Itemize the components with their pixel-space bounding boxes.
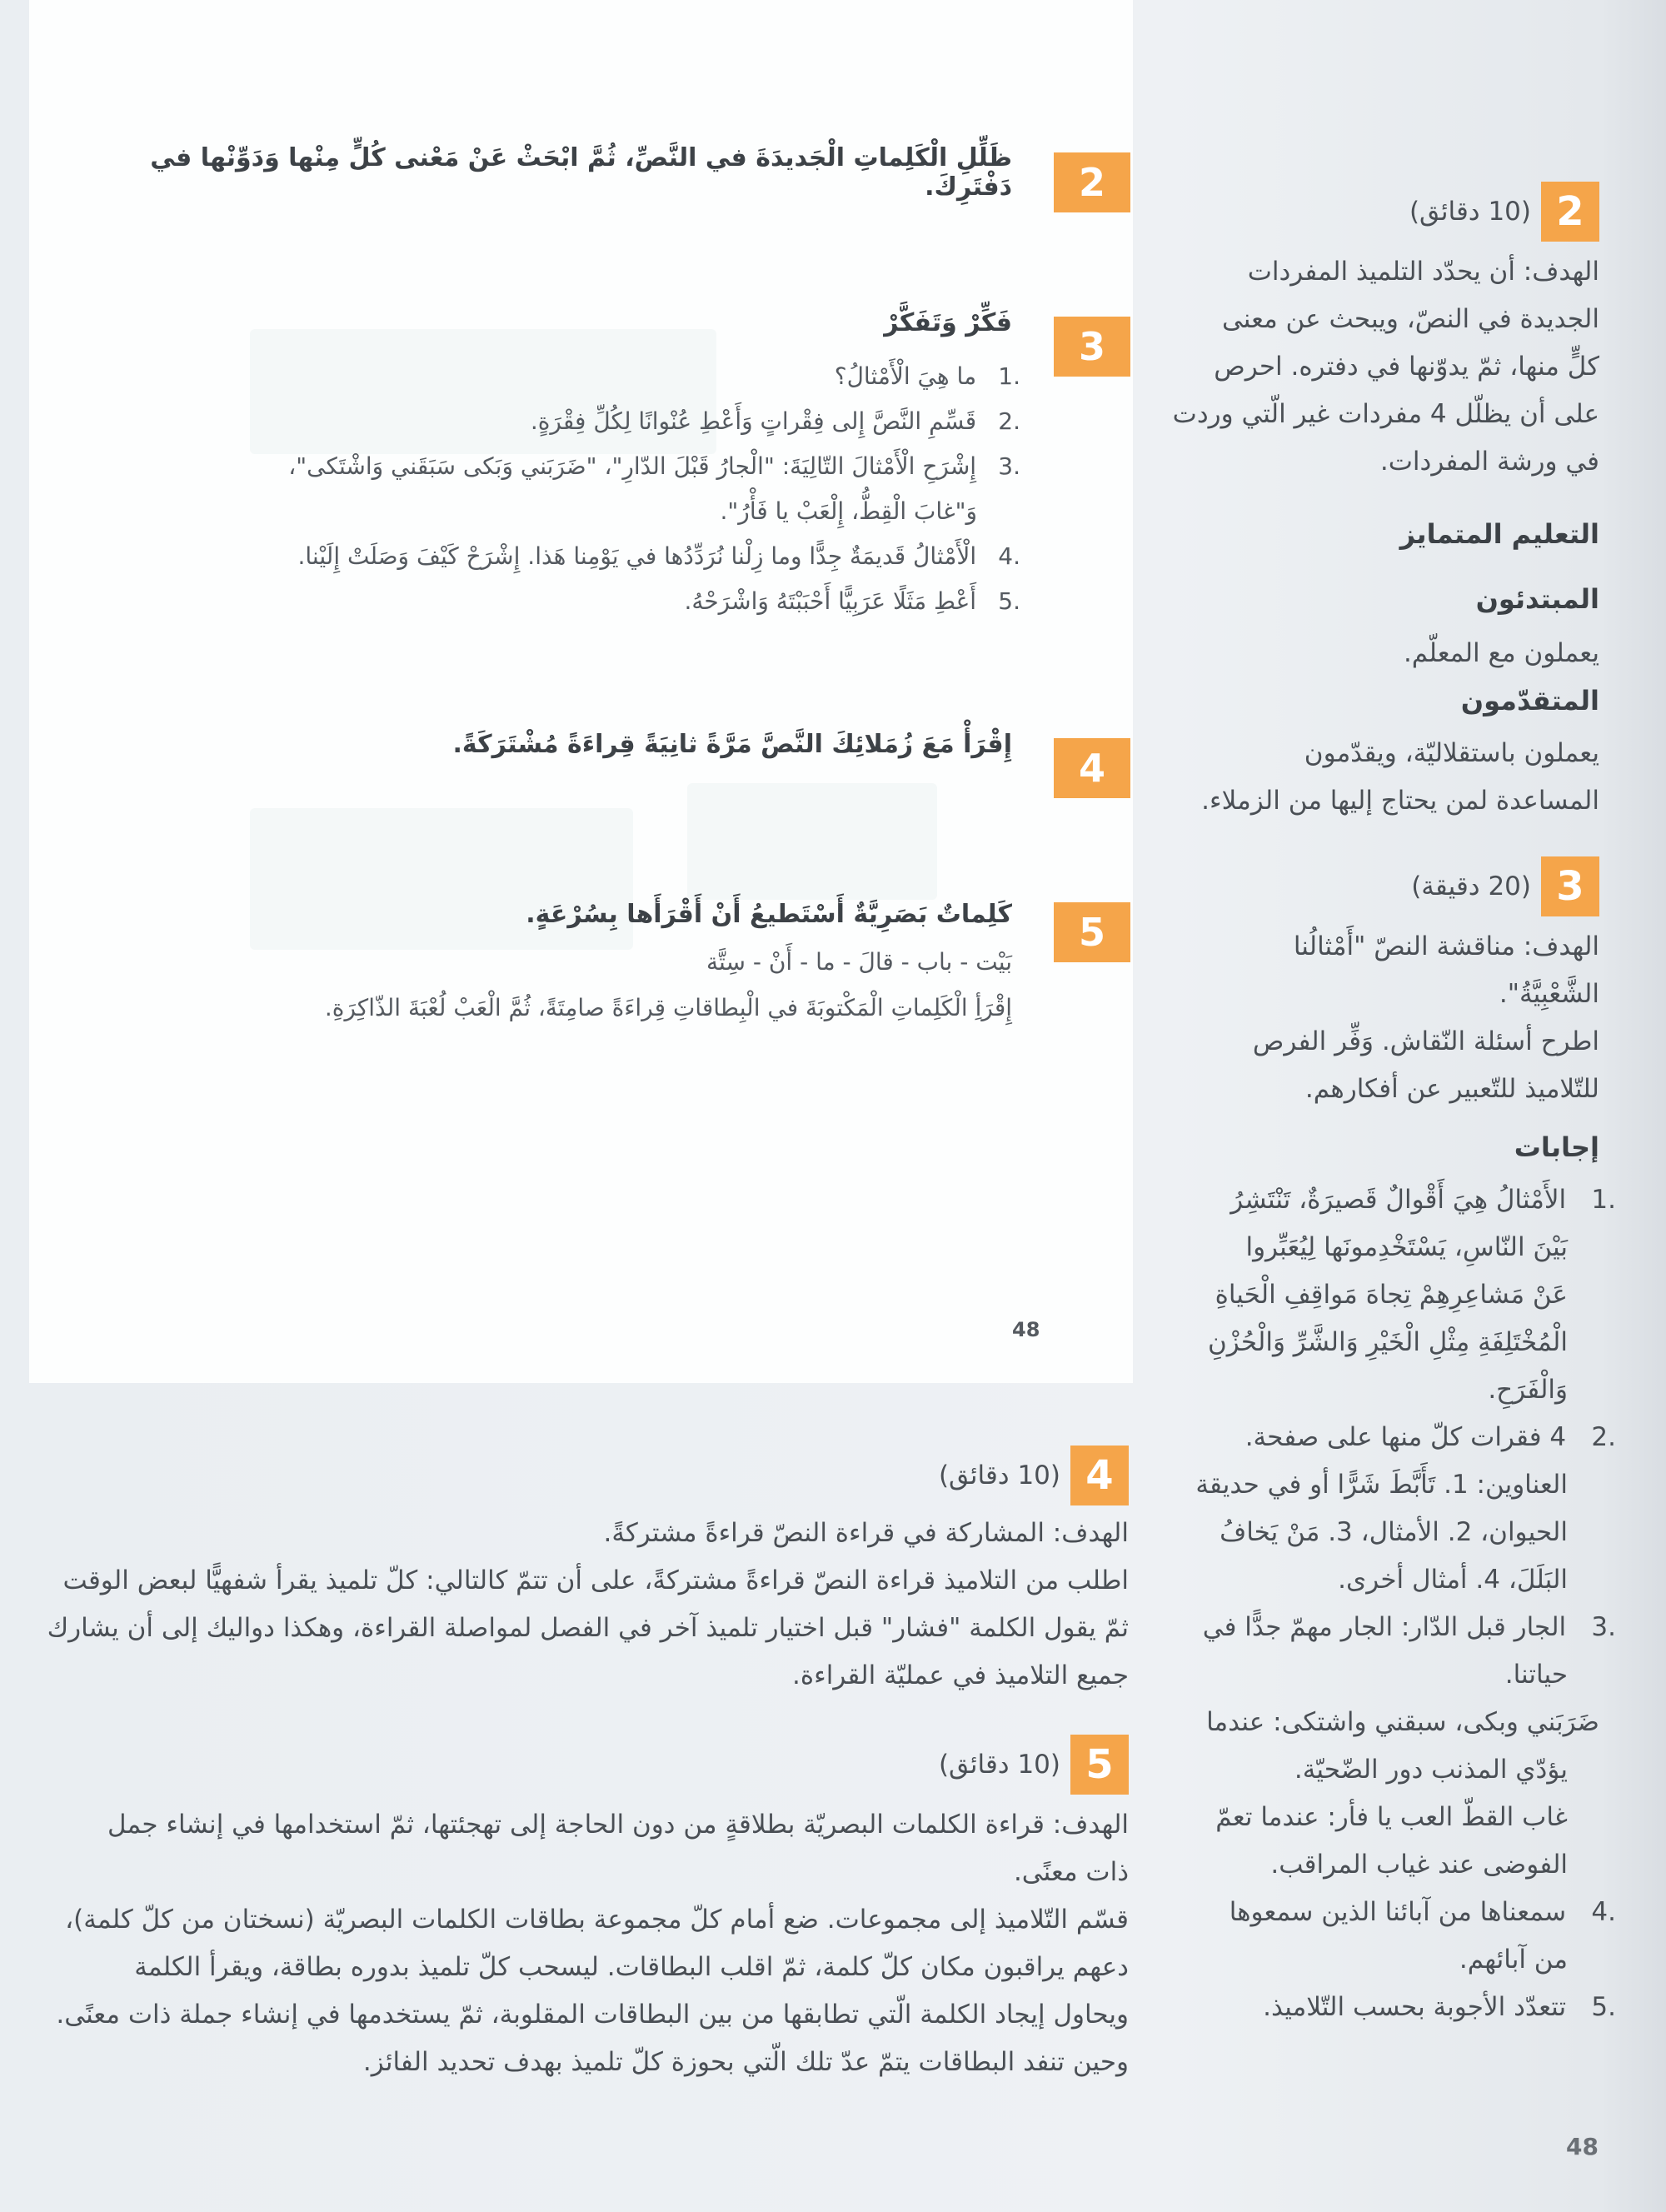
question-item [104,354,1020,399]
section-number-badge [1541,856,1599,916]
question-number: 5. [998,587,1020,615]
question-text: الْأَمْثالُ قَديمَةٌ جِدًّا وما زِلْنا نُرَدِّدُها في يَوْمِنا هَذا. إِشْرَحْ كَيْفَ وَصَلَتْ إِلَيْنا. [297,542,977,570]
answer-text: من آبائهم. [1459,1945,1568,1975]
text-line: الجديدة في النصّ، ويبحث عن معنى [1221,304,1599,334]
section-duration: (10 دقائق) [938,1461,1060,1490]
section-duration: (10 دقائق) [938,1750,1060,1780]
text-line: ثمّ يقول الكلمة "فشار" قبل اختيار تلميذ آخر في الفصل لمواصلة القراءة، وهكذا دواليك إلى أن يشارك [47,1613,1129,1643]
question-text: إِشْرَحِ الْأَمْثالَ التّالِيَةَ: "الْجارُ قَبْلَ الدّارِ"، "ضَرَبَني وَبَكى سَبَقَني وَاشْتَكى"، [288,452,977,480]
task-number: 2 [1078,160,1105,205]
text-line: كلٍّ منها، ثمّ يدوّنها في دفتره. احرص [1214,352,1599,382]
differentiation-heading: التعليم المتمايز [1399,518,1599,550]
answer-text: العناوين: 1. تَأَبَّطَ شَرًّا أو في حديقة [1195,1470,1568,1500]
answer-number: 5. [1591,1992,1616,2022]
beginners-heading: المبتدئون [1475,583,1599,615]
section-5-header [939,1735,1129,1795]
advanced-text [1150,730,1599,825]
question-number: 4. [998,542,1020,570]
answer-item [1116,1984,1616,2031]
answer-text: بَيْنَ النّاسِ، يَسْتَخْدِمونَها لِيُعَبِّروا [1245,1232,1568,1262]
text-line: اطرح أسئلة النّقاش. وَفِّر الفرص [1252,1026,1599,1056]
text-line: الهدف: المشاركة في قراءة النصّ قراءةً مشتركةً. [603,1518,1129,1548]
section-number-badge [1070,1735,1129,1795]
answer-number: 4. [1591,1897,1616,1927]
section-3-header [1411,856,1599,916]
answer-item [1116,1889,1616,1984]
answer-text: ضَرَبَني وبكى، سبقني واشتكى: عندما [1206,1707,1599,1737]
answer-text: الفوضى عند غياب المراقب. [1270,1850,1568,1880]
page-number: 48 [1566,2133,1599,2160]
answer-text: وَالْفَرَحِ. [1488,1375,1568,1405]
section-number: 2 [1556,188,1584,235]
section-4-header [939,1446,1129,1505]
text-line: دعهم يراقبون مكان كلّ كلمة، ثمّ اقلب البطاقات. ليسحب كلّ تلميذ بدوره بطاقة، ويقرأ الكلمة [134,1952,1129,1982]
answers-list [1116,1176,1616,2031]
question-number: 2. [998,407,1020,435]
answer-text: الحيوان، 2. الأمثال، 3. مَنْ يَخافُ [1220,1517,1568,1547]
question-text: أَعْطِ مَثَلًا عَرَبِيًّا أَحْبَبْتَهُ وَاشْرَحْهُ. [684,587,977,615]
question-item [104,579,1020,624]
answer-text: الْمُخْتَلِفَةِ مِثْلِ الْخَيْرِ وَالشَّرِّ وَالْحُزْنِ [1208,1327,1568,1357]
answer-text: يؤدّي المذنب دور الضّحيّة. [1294,1755,1568,1785]
task-number: 5 [1078,910,1105,955]
text-line: ذات معنًى. [1013,1857,1129,1887]
section-duration: (20 دقيقة) [1411,871,1531,901]
text-line: على أن يظلّل 4 مفردات غير الّتي وردت [1172,399,1599,429]
answer-text: عَنْ مَشاعِرِهِمْ تِجاهَ مَواقِفِ الْحَياةِ [1215,1280,1568,1310]
answer-text: 4 فقرات كلّ منها على صفحة. [1245,1422,1567,1452]
answer-item [1116,1176,1616,1414]
text-line: جميع التلاميذ في عمليّة القراءة. [792,1660,1129,1690]
answer-number: 1. [1591,1185,1616,1215]
advanced-heading: المتقدّمون [1460,685,1599,717]
section-number-badge [1541,182,1599,242]
question-item [104,534,1020,579]
answer-item [1116,1414,1616,1604]
text-line: الشَّعْبِيَّةُ". [1499,979,1599,1009]
text-line: يعملون باستقلاليّة، ويقدّمون [1304,738,1599,768]
answer-text: الجار قبل الدّار: الجار مهمّ جدًّا في [1202,1612,1567,1642]
task-number-badge [1054,152,1130,212]
text-line: الهدف: مناقشة النصّ "أَمْثالُنا [1293,931,1599,961]
question-number: 3. [998,452,1020,480]
answer-number: 3. [1591,1612,1616,1642]
section-2-header [1409,182,1599,242]
answer-item [1116,1604,1616,1889]
section-5-body [12,1801,1129,2086]
task-3-title: فَكِّرْ وَتَفَكَّرْ [884,308,1012,337]
answer-text: الأَمْثالُ هِيَ أَقْوالٌ قَصيرَةٌ، تَنْتَشِرُ [1230,1185,1567,1215]
section-number: 3 [1556,863,1584,910]
section-number-badge [1070,1446,1129,1505]
answer-number: 2. [1591,1422,1616,1452]
question-item [104,399,1020,444]
task-number-badge [1054,902,1130,962]
text-line: اطلب من التلاميذ قراءة النصّ قراءةً مشتركةً، على أن تتمّ كالتالي: كلّ تلميذ يقرأ شفهيًّا لبعض الوقت [62,1565,1129,1595]
student-page-inset [29,0,1133,1383]
task-number-badge [1054,738,1130,798]
question-text: ما هِيَ الْأَمْثالُ؟ [834,362,977,390]
answer-text: حياتنا. [1504,1660,1568,1690]
task-5-title: كَلِماتٌ بَصَرِيَّةٌ أَسْتَطيعُ أَنْ أَقْرَأَها بِسُرْعَةٍ. [526,900,1012,929]
task-number: 3 [1078,324,1105,369]
text-line: ويحاول إيجاد الكلمة الّتي تطابقها من بين البطاقات المقلوبة، ثمّ يستخدمها في إنشاء جملة ذات معنًى. [56,2000,1129,2030]
show-through-image [687,783,937,900]
text-line: الهدف: قراءة الكلمات البصريّة بطلاقةٍ من دون الحاجة إلى تهجئتها، ثمّ استخدامها في إنشاء جمل [107,1810,1129,1840]
section-4-body [12,1510,1129,1700]
section-number: 5 [1085,1741,1114,1788]
task-5-instruction: إِقْرَأِ الْكَلِماتِ الْمَكْتوبَةَ في الْبِطاقاتِ قِراءَةً صامِتَةً، ثُمَّ الْعَبْ لُعْبَةَ الذّاكِرَةِ. [324,994,1012,1021]
answer-text: سمعناها من آبائنا الذين سمعوها [1229,1897,1567,1927]
text-line: في ورشة المفردات. [1379,447,1599,477]
question-text: قَسِّمِ النَّصَّ إِلى فِقْراتٍ وَأَعْطِ عُنْوانًا لِكُلِّ فِقْرَةٍ. [530,407,977,435]
text-line: قسّم التّلاميذ إلى مجموعات. ضع أمام كلّ مجموعة بطاقات الكلمات البصريّة (نسختان من كلّ كلمة)، [65,1905,1129,1935]
task-3-question-list [104,354,1020,624]
section-3-goal [1150,923,1599,1113]
section-2-goal [1150,248,1599,486]
beginners-text: يعملون مع المعلّم. [1403,638,1599,668]
task-2-title: ظَلِّلِ الْكَلِماتِ الْجَديدَةَ في النَّصِّ، ثُمَّ ابْحَثْ عَنْ مَعْنى كُلٍّ مِنْها وَدَوِّنْها في دَفْتَرِكَ. [150,143,1012,202]
sight-words-list: بَيْت - باب - قالَ - ما - أَنْ - سِتَّة [706,948,1012,976]
answers-heading: إجابات [1514,1131,1599,1163]
inset-page-number: 48 [1012,1318,1040,1341]
answer-text: البَلَلَ، 4. أمثال أخرى. [1338,1565,1568,1595]
section-duration: (10 دقائق) [1409,197,1531,227]
task-number: 4 [1078,746,1105,791]
text-line: للتّلاميذ للتّعبير عن أفكارهم. [1304,1074,1599,1104]
answer-text: تتعدّد الأجوبة بحسب التّلاميذ. [1263,1992,1567,2022]
text-line: الهدف: أن يحدّد التلميذ المفردات [1247,257,1599,287]
section-number: 4 [1085,1452,1114,1499]
question-number: 1. [998,362,1020,390]
task-4-title: إِقْرَأْ مَعَ زُمَلائِكَ النَّصَّ مَرَّةً ثانِيَةً قِراءَةً مُشْتَرَكَةً. [452,730,1012,759]
question-item [104,444,1020,534]
task-number-badge [1054,317,1130,377]
answer-text: غاب القطّ العب يا فأر: عندما تعمّ [1215,1802,1568,1832]
question-text-continued: وَ"غابَ الْقِطُّ، إِلْعَبْ يا فَأْرُ". [720,497,977,525]
text-line: المساعدة لمن يحتاج إليها من الزملاء. [1201,786,1599,816]
text-line: وحين تنفد البطاقات يتمّ عدّ تلك الّتي بحوزة كلّ تلميذ بهدف تحديد الفائز. [362,2047,1129,2077]
